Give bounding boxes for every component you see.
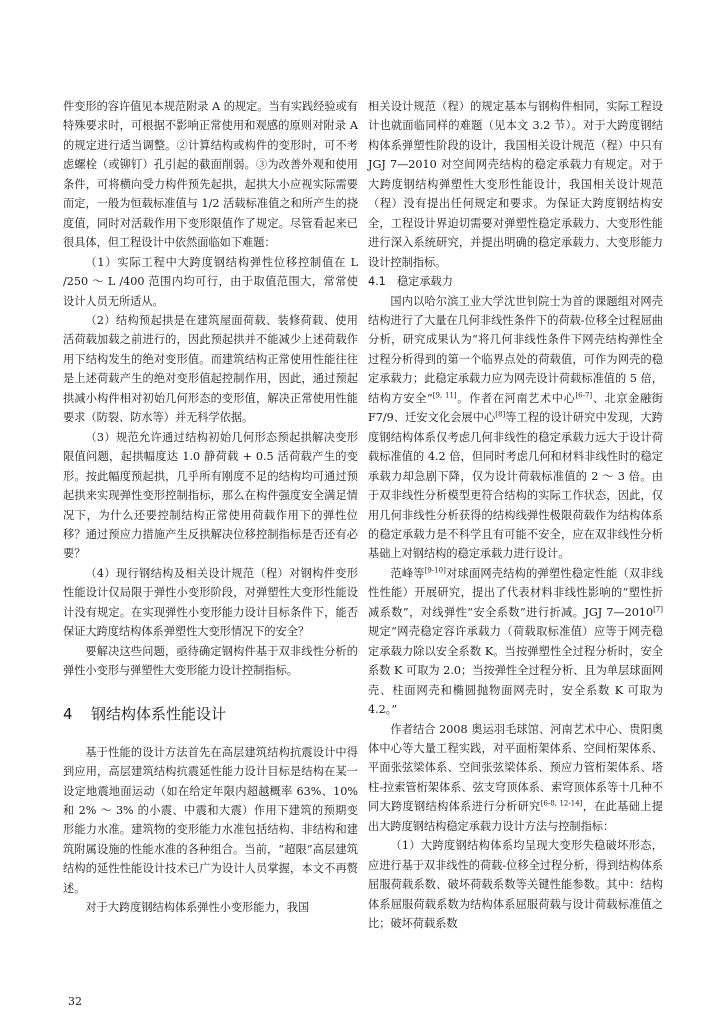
- paragraph: （3）规范允许通过结构初始几何形态预起拱解决变形限值问题，起拱幅度达 1.0 静荷载 + 0.5 活荷载产生的变形。按此幅度预起拱，几乎所有刚度不足的结构均可通过预起拱来实现弹性变形控制指标，那么在构件强度安全满足情况下，为什么还要控制结构正常使用荷载作用下的弹性位移？通过预应力措施产生反拱解决位移控制指标是否还有必要？: [63, 430, 358, 561]
- page-number: 32: [68, 995, 82, 1008]
- paragraph: （2）结构预起拱是在建筑屋面荷载、装修荷载、使用活荷载加载之前进行的，因此预起拱并不能减少上述荷载作用下结构发生的绝对变形值。而建筑结构正常使用性能往往是上述荷载产生的绝对变形值起控制作用，因此，通过预起拱减小构件相对初始几何形态的变形值，解决正常使用性能要求（防裂、防水等）并无科学依据。: [63, 313, 358, 425]
- paragraph: 相关设计规范（程）的规定基本与钢构件相同，实际工程设计也就面临同样的难题（见本文 3.2 节）。对于大跨度钢结构体系弹塑性阶段的设计，我国相关设计规范（程）中只有 JGJ 7—2010 对空间网壳结构的稳定承载力有规定。对于大跨度钢结构弹塑性大变形性能设计，我国相关设计规范（程）没有提出任何规定和要求。为保证大跨度钢结构安全，工程设计界迫切需要对弹塑性稳定承载力、大变形性能进行深入系统研究，并提出明确的稳定承载力、大变形能力设计控制指标。: [368, 100, 663, 269]
- paragraph: 要解决这些问题，亟待确定钢构件基于双非线性分析的弹性小变形与弹塑性大变形能力设计控制指标。: [63, 644, 358, 678]
- paragraph: 基于性能的设计方法首先在高层建筑结构抗震设计中得到应用，高层建筑结构抗震延性能力设计目标是结构在某一设定地震地面运动（如在给定年限内超越概率 63%、10% 和 2% ～ 3% 的小震、中震和大震）作用下建筑的预期变形能力水准。建筑物的变形能力水准包括结构、非结构和建筑附属设施的性能水准的各种组合。当前，“超限”高层建筑结构的延性性能设计技术已广为设计人员掌握，本文不再赘述。: [63, 745, 358, 895]
- paragraph: 范峰等[9-10]对球面网壳结构的弹塑性稳定性能（双非线性性能）开展研究，提出了代表材料非线性影响的“塑性折减系数”，对线弹性“安全系数”进行折减。JGJ 7—2010[7]规定“网壳稳定容许承载力（荷载取标准值）应等于网壳稳定承载力除以安全系数 K。当按弹塑性全过程分析时，安全系数 K 可取为 2.0；当按弹性全过程分析、且为单层球面网壳、柱面网壳和椭圆抛物面网壳时，安全系数 K 可取为 4.2。”: [368, 566, 663, 717]
- paragraph: 作者结合 2008 奥运羽毛球馆、河南艺术中心、贵阳奥体中心等大量工程实践，对平面桁架体系、空间桁架体系、平面张弦梁体系、空间张弦梁体系、预应力管桁架体系、塔柱-拉索管桁架体系、弦支穹顶体系、索穹顶体系等十几种不同大跨度钢结构体系进行分析研究[6-8, 12-14]，在此基础上提出大跨度钢结构稳定承载力设计方法与控制指标：: [368, 722, 663, 833]
- paragraph: 件变形的容许值见本规范附录 A 的规定。当有实践经验或有特殊要求时，可根据不影响正常使用和观感的原则对附录 A 的规定进行适当调整。②计算结构或构件的变形时，可不考虑螺栓（或铆钉）孔引起的截面削弱。③为改善外观和使用条件，可将横向受力构件预先起拱，起拱大小应视实际需要而定，一般为恒载标准值与 1/2 活载标准值之和所产生的挠度值，同时对活载作用下变形限值作了规定。尽管看起来已很具体，但工程设计中依然面临如下难题：: [63, 100, 358, 250]
- section-title: 钢结构体系性能设计: [91, 704, 227, 723]
- right-column: [368, 97, 663, 933]
- paragraph: （1）实际工程中大跨度钢结构弹性位移控制值在 L /250 ～ L /400 范围内均可行，由于取值范围大，常常使设计人员无所适从。: [63, 255, 358, 308]
- section-number: 4: [63, 704, 73, 723]
- paragraph: 国内以哈尔滨工业大学沈世钊院士为首的课题组对网壳结构进行了大量在几何非线性条件下的荷载-位移全过程屈曲分析，研究成果认为“将几何非线性条件下网壳结构弹性全过程分析得到的第一个临界点处的荷载值，可作为网壳的稳定承载力；此稳定承载力应为网壳设计荷载标准值的 5 倍，结构方安全”[9, 11]。作者在河南艺术中心[6-7]、北京金融街 F7/9、迁安文化会展中心[8]等工程的设计研究中发现，大跨度钢结构体系仅考虑几何非线性的稳定承载力远大于设计荷载标准值的 4.2 倍，但同时考虑几何和材料非线性时的稳定承载力却急剧下降，仅为设计荷载标准值的 2 ～ 3 倍。由于双非线性分析模型更符合结构的实际工作状态，因此，仅用几何非线性分析获得的结构线弹性极限荷载作为结构体系的稳定承载力是不科学且有可能不安全，应在双非线性分析基础上对钢结构的稳定承载力进行设计。: [368, 294, 663, 561]
- paragraph: 对于大跨度钢结构体系弹性小变形能力，我国: [85, 901, 310, 915]
- section-heading: [63, 703, 358, 725]
- subsection-heading: 4.1 稳定承载力: [368, 275, 453, 289]
- paragraph: （1）大跨度钢结构体系均呈现大变形失稳破坏形态，应进行基于双非线性的荷载-位移全过程分析，得到结构体系屈服荷载系数、破坏荷载系数等关键性能参数。其中：结构体系屈服荷载系数为结构体系屈服荷载与设计荷载标准值之比；破坏荷载系数: [368, 839, 663, 931]
- paragraph: （4）现行钢结构及相关设计规范（程）对钢构件变形性能设计仅局限于弹性小变形阶段，对弹塑性大变形性能设计没有规定。在实现弹性小变形能力设计目标条件下，能否保证大跨度结构体系弹塑性大变形情况下的安全？: [63, 566, 358, 639]
- left-column: [63, 97, 358, 918]
